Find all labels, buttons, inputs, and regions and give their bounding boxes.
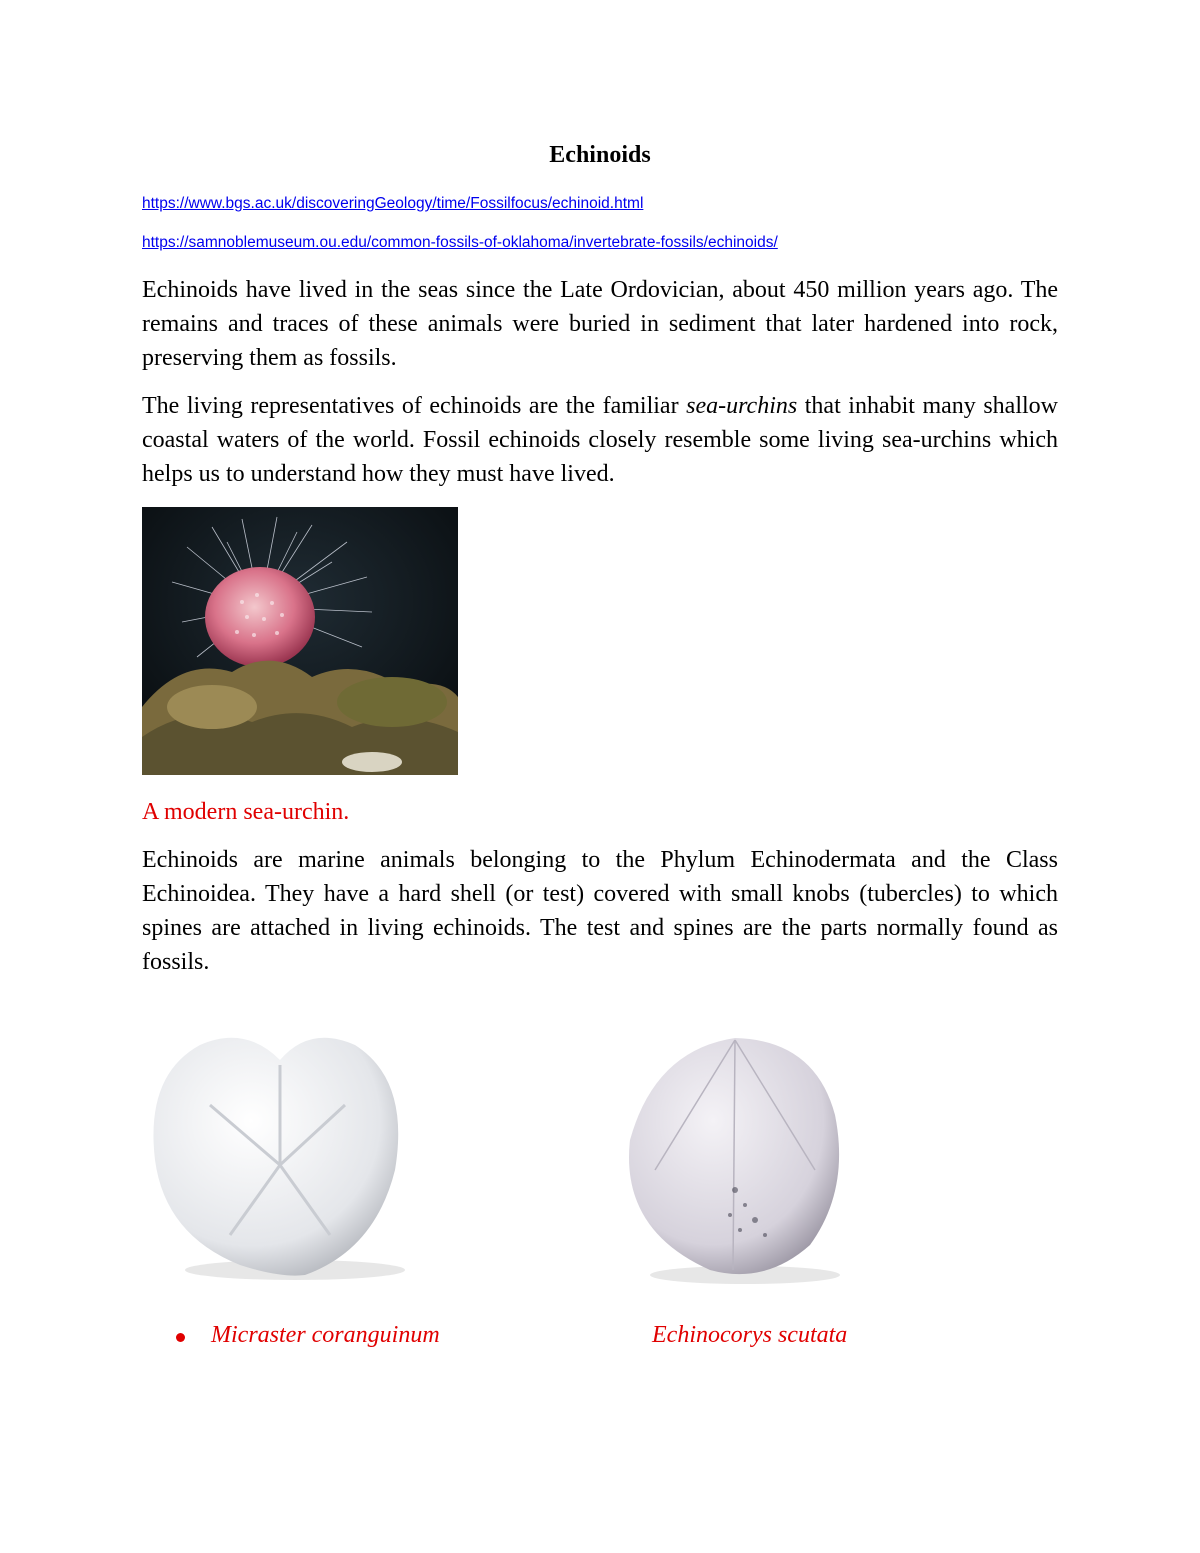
page-title: Echinoids — [549, 142, 651, 168]
micraster-caption: Micraster coranguinum — [211, 1322, 440, 1348]
micraster-fossil-image — [145, 1020, 420, 1285]
photo-caption: A modern sea-urchin. — [142, 799, 350, 825]
samnoble-link[interactable]: https://samnoblemuseum.ou.edu/common-fossils-of-oklahoma/invertebrate-fossils/echinoids/ — [142, 234, 778, 251]
sea-urchins-emphasis: sea-urchins — [686, 393, 798, 419]
paragraph-living-representatives — [142, 389, 1058, 491]
bgs-link[interactable]: https://www.bgs.ac.uk/discoveringGeology/time/Fossilfocus/echinoid.html — [142, 195, 644, 212]
paragraph2-after: that inhabit many shallow coastal waters of the world. Fossil echinoids closely resemble some living sea-urchins which helps us to understand how they must have lived. — [142, 393, 1059, 487]
paragraph-intro: Echinoids have lived in the seas since the Late Ordovician, about 450 million years ago. The remains and traces of these animals were buried in sediment that later hardened into rock, preserving them as fossils. — [142, 277, 1058, 371]
bullet-point — [176, 1333, 185, 1342]
paragraph-classification: Echinoids are marine animals belonging to the Phylum Echinodermata and the Class Echinoidea. They have a hard shell (or test) covered with small knobs (tubercles) to which spines are attached in living echinoids. The test and spines are the parts normally found as fossils. — [142, 847, 1058, 975]
echinocorys-fossil-image — [615, 1030, 855, 1285]
echinocorys-caption: Echinocorys scutata — [652, 1322, 848, 1348]
sea-urchin-photo — [142, 507, 458, 775]
paragraph2-before: The living representatives of echinoids are the familiar — [142, 393, 687, 419]
